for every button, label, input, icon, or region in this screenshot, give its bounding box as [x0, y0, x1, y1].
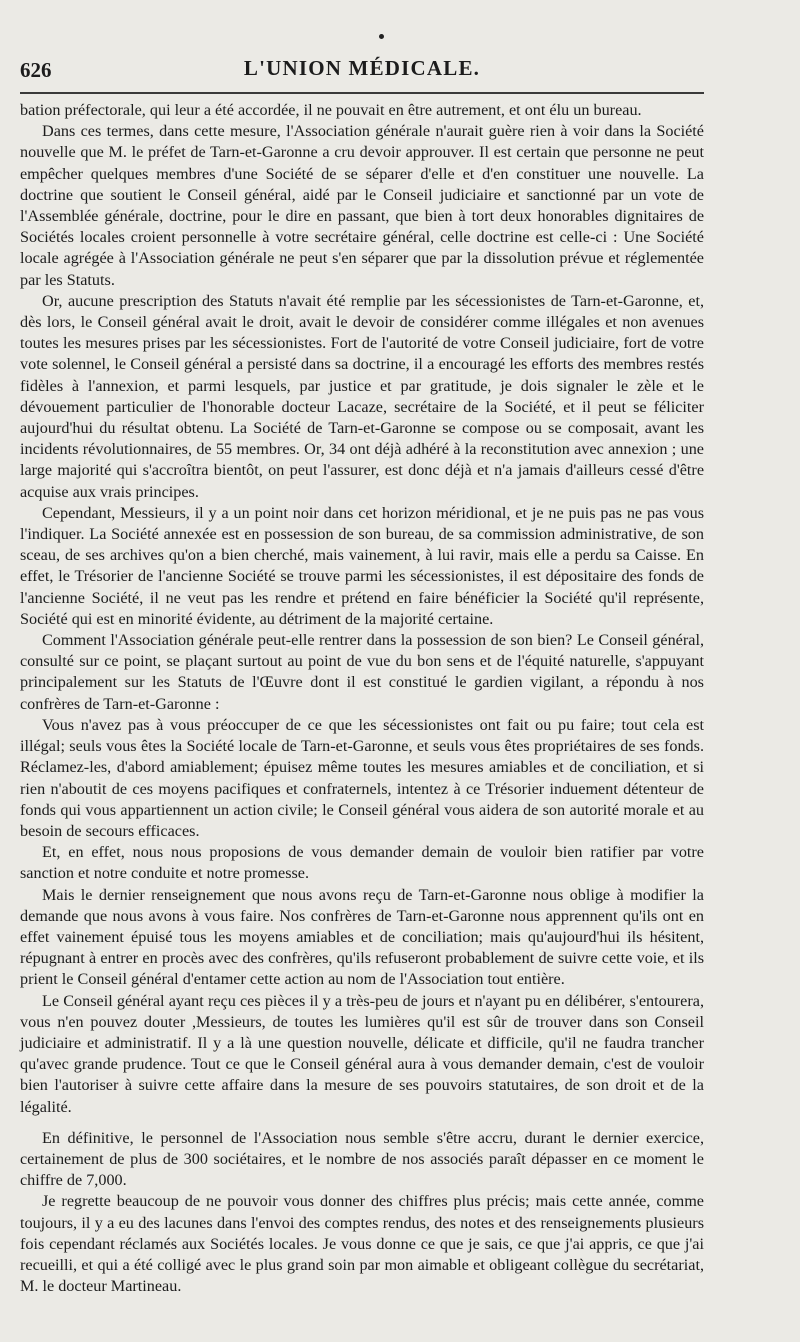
header-rule [20, 92, 704, 94]
paragraph: Je regrette beaucoup de ne pouvoir vous donner des chiffres plus précis; mais cette année, comme toujours, il y a eu des lacunes dans l'envoi des comptes rendus, des notes et des renseignements plusieurs fois cependant réclamés aux Sociétés locales. Je vous donne ce que je sais, ce que j'ai appris, ce que j'ai recueilli, et qui a été colligé avec le plus grand soin par mon aimable et obligeant collègue du secrétariat, M. le docteur Martineau. [20, 1192, 704, 1296]
running-head: L'UNION MÉDICALE. [243, 56, 481, 80]
paragraph: Or, aucune prescription des Statuts n'avait été remplie par les sécessionistes de Tarn-et-Garonne, et, dès lors, le Conseil général avait le droit, avait le devoir de considérer comme illégales et non avenues toutes les mesures prises par les sécessionistes. Fort de l'autorité de votre Conseil judiciaire, fort de votre vote solennel, le Conseil général a persisté dans sa doctrine, il a encouragé les efforts des membres restés fidèles à l'annexion, et parmi lesquels, par justice et par gratitude, je dois signaler le zèle et le dévouement particulier de l'honorable docteur Lacaze, secrétaire de la Société, et il peut se féliciter aujourd'hui du résultat obtenu. La Société de Tarn-et-Garonne se compose ou se composait, avant les incidents révolutionnaires, de 55 membres. Or, 34 ont déjà adhéré à la reconstitution avec annexion ; une large majorité qui s'accroîtra bientôt, on peut l'assurer, est donc déjà et n'a jamais d'ailleurs cessé d'être acquise aux vrais principes. [20, 291, 704, 501]
paragraph: bation préfectorale, qui leur a été accordée, il ne pouvait en être autrement, et ont élu un bureau. [20, 101, 642, 119]
paragraph: En définitive, le personnel de l'Association nous semble s'être accru, durant le dernier exercice, certainement de plus de 300 sociétaires, et le nombre de nos associés paraît dépasser en ce moment le chiffre de 7,000. [20, 1128, 704, 1190]
paragraph: Le Conseil général ayant reçu ces pièces il y a très-peu de jours et n'ayant pu en délibérer, s'entourera, vous n'en pouvez douter ,Messieurs, de toutes les lumières qu'il est sûr de trouver dans son Conseil judiciaire et administratif. Il y a là une question nouvelle, délicate et difficile, qu'il ne faudra trancher qu'avec grande prudence. Tout ce que le Conseil général aura à vous demander demain, c'est de vouloir bien l'autoriser à suivre cette affaire dans la mesure de ses pouvoirs statutaires, de son droit et de la légalité. [20, 991, 704, 1116]
paragraph: Dans ces termes, dans cette mesure, l'Association générale n'aurait guère rien à voir dans la Société nouvelle que M. le préfet de Tarn-et-Garonne a cru devoir approuver. Il est certain que personne ne peut empêcher quelques membres d'une Société de se séparer d'elle et d'en constituer une nouvelle. La doctrine que soutient le Conseil général, aidé par le Conseil judiciaire et sanctionné par un vote de l'Assemblée générale, doctrine, pour le dire en passant, que bien à tort deux honorables dignitaires de Sociétés locales croient personnelle à votre secrétaire général, celle doctrine est celle-ci : Une Société locale agrégée à l'Association générale ne peut s'en séparer que par la dissolution prévue et réglementée par les Statuts. [20, 122, 704, 289]
paragraph: Cependant, Messieurs, il y a un point noir dans cet horizon méridional, et je ne puis pas ne pas vous l'indiquer. La Société annexée est en possession de son bureau, de sa commission administrative, de son sceau, de ses archives qu'on a bien cherché, mais vainement, à lui ravir, mais elle a perdu sa Caisse. En effet, le Trésorier de l'ancienne Société se trouve parmi les sécessionistes, il est dépositaire des fonds de l'ancienne Société, il ne veut pas les rendre et prétend en faire bénéficier la Société qu'il représente, Société qui est en minorité évidente, au détriment de la majorité certaine. [20, 503, 704, 628]
page-header [20, 52, 704, 92]
page-number: 626 [20, 58, 52, 82]
ink-dot [379, 34, 384, 39]
paragraph: Vous n'avez pas à vous préoccuper de ce que les sécessionistes ont fait ou pu faire; tout cela est illégal; seuls vous êtes la Société locale de Tarn-et-Garonne, et seuls vous êtes propriétaires de ses fonds. Réclamez-les, d'abord amiablement; épuisez même toutes les mesures amiables et de conciliation, et si rien n'aboutit de ces moyens pacifiques et confraternels, intentez à ce Trésorier induement détenteur de fonds qui vous appartiennent un action civile; le Conseil général vous aidera de son autorité morale et au besoin de secours efficaces. [20, 715, 704, 840]
paragraph: Et, en effet, nous nous proposions de vous demander demain de vouloir bien ratifier par votre sanction et notre conduite et notre promesse. [20, 843, 704, 883]
paragraph: Mais le dernier renseignement que nous avons reçu de Tarn-et-Garonne nous oblige à modifier la demande que nous avons à vous faire. Nos confrères de Tarn-et-Garonne nous apprennent qu'ils ont en effet vainement épuisé tous les moyens amiables et de conciliation; mais qu'aujourd'hui ils hésitent, répugnant à entrer en procès avec des confrères, qu'ils refuseront probablement de suivre cette voie, et ils prient le Conseil général d'entamer cette action au nom de l'Association tout entière. [20, 885, 704, 989]
body-text [20, 100, 704, 1297]
paragraph: Comment l'Association générale peut-elle rentrer dans la possession de son bien? Le Conseil général, consulté sur ce point, se plaçant surtout au point de vue du bon sens et de l'équité naturelle, s'appuyant principalement sur les Statuts de l'Œuvre dont il est constitué le gardien vigilant, a répondu à nos confrères de Tarn-et-Garonne : [20, 631, 704, 713]
